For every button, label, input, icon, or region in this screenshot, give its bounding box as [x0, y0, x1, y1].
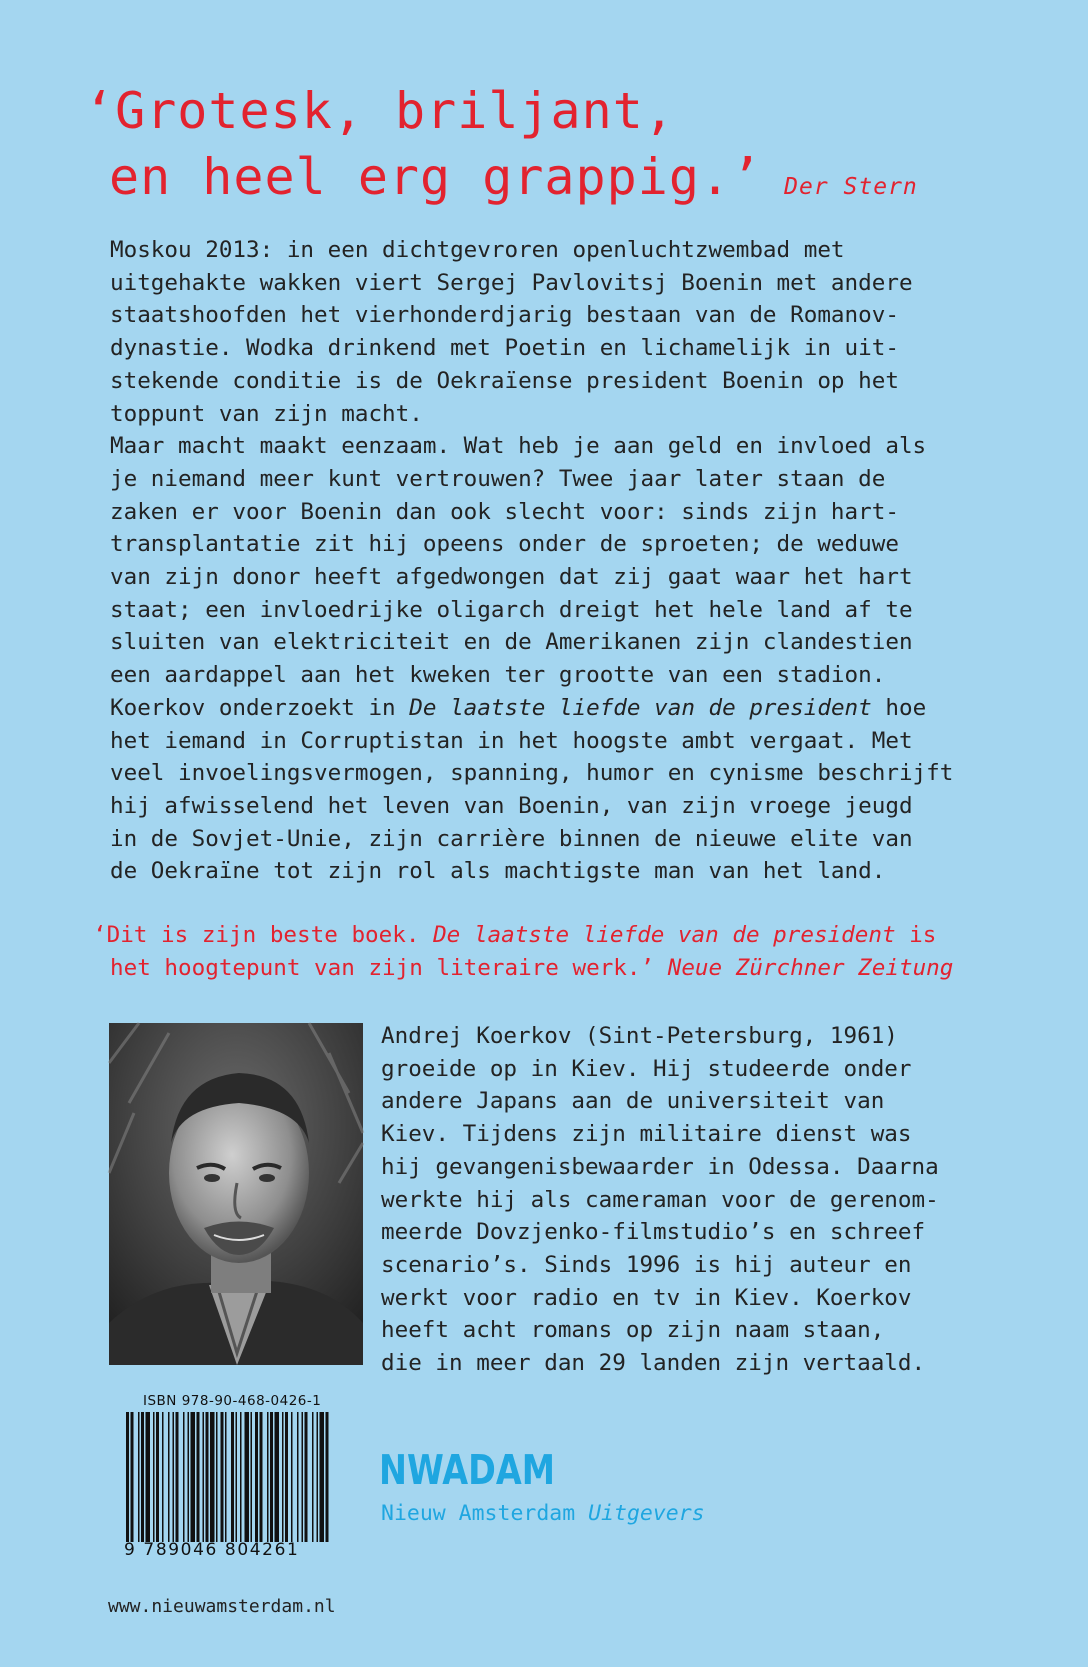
blurb-line: van zijn donor heeft afgedwongen dat zij gaat waar het hart [110, 564, 913, 591]
bio-line: Andrej Koerkov (Sint-Petersburg, 1961) [381, 1023, 898, 1049]
bio-line: Kiev. Tijdens zijn militaire dienst was [381, 1121, 912, 1148]
main-quote-source: Der Stern [784, 174, 918, 200]
barcode-bar [260, 1412, 263, 1542]
blurb-line: de Oekraïne tot zijn rol als machtigste man van het land. [110, 858, 886, 885]
blurb-line: stekende conditie is de Oekraïense president Boenin op het [110, 367, 899, 394]
barcode-bar [240, 1412, 242, 1542]
barcode-number: 9 789046 804261 [124, 1540, 300, 1560]
barcode-bar [131, 1412, 134, 1542]
blurb-line: staat; een invloedrijke oligarch dreigt het hele land af te [110, 596, 913, 623]
barcode-bar [173, 1412, 175, 1542]
second-quote-line-2-text: het hoogtepunt van zijn literaire werk.’ [110, 954, 668, 981]
barcode-bar [203, 1412, 205, 1542]
main-quote [84, 78, 1064, 220]
barcode-bar [183, 1412, 185, 1542]
blurb-line: veel invoelingsvermogen, spanning, humor en cynisme beschrijft [110, 760, 954, 787]
barcode-bar [320, 1412, 325, 1542]
main-quote-line-1: ‘Grotesk, briljant, [84, 82, 675, 140]
bio-line: die in meer dan 29 landen zijn vertaald. [381, 1350, 926, 1377]
publisher-name [381, 1501, 705, 1526]
second-quote-title: De laatste liefde van de president [433, 922, 896, 948]
isbn-label: ISBN 978-90-468-0426-1 [143, 1393, 322, 1409]
barcode-bar [267, 1412, 269, 1542]
publisher-name-text: Nieuw Amsterdam [381, 1501, 589, 1526]
main-quote-line-2-text: en heel erg grappig.’ [109, 148, 763, 206]
blurb-line: je niemand meer kunt vertrouwen? Twee jaar later staan de [110, 465, 886, 492]
author-bio [381, 1020, 1071, 1380]
bio-line: werkte hij als cameraman voor de gerenom- [381, 1186, 939, 1213]
blurb-line: sluiten van elektriciteit en de Amerikanen zijn clandestien [110, 629, 913, 656]
barcode-bar [291, 1412, 293, 1542]
barcode-bar [162, 1412, 164, 1542]
barcode-bar [126, 1412, 129, 1542]
barcode-bar [206, 1412, 209, 1542]
bio-line: werkt voor radio en tv in Kiev. Koerkov [381, 1284, 912, 1311]
barcode-bar [270, 1412, 273, 1542]
blurb-line: zaken er voor Boenin dan ook slecht voor: sinds zijn hart- [110, 498, 899, 525]
barcode-bar [138, 1412, 140, 1542]
bio-line: andere Japans aan de universiteit van [381, 1088, 885, 1115]
website-url: www.nieuwamsterdam.nl [108, 1596, 336, 1617]
barcode-bar [305, 1412, 308, 1542]
barcode-bar [188, 1412, 190, 1542]
barcode-bar [236, 1412, 238, 1542]
bio-line: meerde Dovzjenko-filmstudio’s en schreef [381, 1219, 926, 1246]
second-quote-pre: ‘Dit is zijn beste boek. [93, 922, 434, 948]
blurb-line: dynastie. Wodka drinkend met Poetin en lichamelijk in uit- [110, 335, 899, 362]
blurb-line: Maar macht maakt eenzaam. Wat heb je aan geld en invloed als [110, 433, 927, 460]
barcode-bar [153, 1412, 155, 1542]
second-quote-line-2 [93, 952, 1073, 985]
blurb-line: transplantatie zit hij opeens onder de sproeten; de weduwe [110, 531, 899, 558]
second-quote-line-1 [93, 919, 1073, 952]
book-title: De laatste liefde van de president [409, 694, 872, 721]
barcode-bar [326, 1412, 329, 1542]
barcode-bar [285, 1412, 288, 1542]
barcode-bar [302, 1412, 304, 1542]
barcode-bar [191, 1412, 196, 1542]
barcode-bar [141, 1412, 144, 1542]
bio-line: hij gevangenisbewaarder in Odessa. Daarna [381, 1153, 939, 1180]
barcode-bar [197, 1412, 200, 1542]
barcode [126, 1412, 328, 1542]
blurb-line: Moskou 2013: in een dichtgevroren openluchtzwembad met [110, 237, 845, 263]
barcode-bar [255, 1412, 258, 1542]
second-quote-post: is [895, 922, 937, 948]
barcode-bar [251, 1412, 253, 1542]
barcode-bar [221, 1412, 224, 1542]
barcode-bar [275, 1412, 280, 1542]
bio-line: groeide op in Kiev. Hij studeerde onder [381, 1055, 912, 1082]
barcode-bar [156, 1412, 159, 1542]
publisher-logo-text: NWADAM [379, 1446, 555, 1494]
barcode-bar [245, 1412, 250, 1542]
blurb-line: staatshoofden het vierhonderdjarig bestaan van de Romanov- [110, 302, 899, 329]
blurb-line-with-title [110, 692, 1070, 725]
barcode-bar [146, 1412, 151, 1542]
second-quote [93, 919, 1073, 984]
second-quote-source: Neue Zürchner Zeitung [667, 954, 954, 981]
barcode-bar [210, 1412, 215, 1542]
author-portrait-icon [109, 1023, 363, 1365]
blurb-text [110, 234, 1070, 888]
barcode-bar [317, 1412, 319, 1542]
bio-line: scenario’s. Sinds 1996 is hij auteur en [381, 1251, 912, 1278]
barcode-bar [216, 1412, 218, 1542]
bio-line: heeft acht romans op zijn naam staan, [381, 1317, 885, 1344]
main-quote-line-2 [84, 144, 1064, 220]
blurb-line: een aardappel aan het kweken ter grootte van een stadion. [110, 662, 886, 689]
blurb-line: in de Sovjet-Unie, zijn carrière binnen de nieuwe elite van [110, 825, 913, 852]
barcode-bar [176, 1412, 179, 1542]
blurb-line-15-post: hoe [871, 694, 927, 721]
barcode-bar [231, 1412, 234, 1542]
barcode-bar [297, 1412, 299, 1542]
barcode-bar [312, 1412, 314, 1542]
blurb-line: toppunt van zijn macht. [110, 400, 423, 427]
author-photo [109, 1023, 363, 1365]
barcode-bar [225, 1412, 227, 1542]
blurb-line: het iemand in Corruptistan in het hoogste ambt vergaat. Met [110, 727, 913, 754]
publisher-logo [379, 1446, 555, 1494]
barcode-bar [282, 1412, 284, 1542]
barcode-bar [168, 1412, 170, 1542]
blurb-line-15-pre: Koerkov onderzoekt in [110, 694, 410, 721]
blurb-line: hij afwisselend het leven van Boenin, van zijn vroege jeugd [110, 792, 913, 819]
publisher-name-italic: Uitgevers [588, 1501, 705, 1526]
blurb-line: uitgehakte wakken viert Sergej Pavlovitsj Boenin met andere [110, 269, 913, 296]
